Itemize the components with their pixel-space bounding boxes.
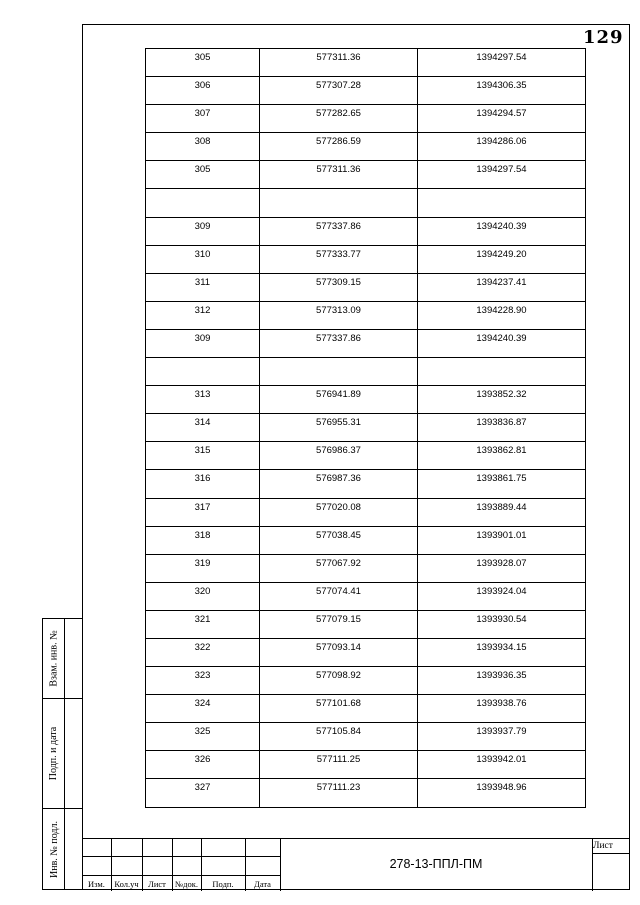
table-row [146, 554, 586, 582]
y-coordinate-cell: 1394294.57 [418, 105, 586, 133]
x-coordinate-cell: 577079.15 [260, 610, 418, 638]
side-label-inv-podl: Инв. № подл. [48, 820, 60, 878]
point-cell: 315 [146, 442, 260, 470]
point-cell: 326 [146, 751, 260, 779]
table-row [146, 77, 586, 105]
point-cell: 317 [146, 498, 260, 526]
table-row [146, 638, 586, 666]
point-cell: 306 [146, 77, 260, 105]
table-row [146, 49, 586, 77]
title-label-data: Дата [254, 879, 271, 889]
table-row [146, 610, 586, 638]
title-label-kol-uch: Кол.уч [114, 879, 139, 889]
y-coordinate-cell [418, 189, 586, 217]
y-coordinate-cell: 1393889.44 [418, 498, 586, 526]
y-coordinate-cell: 1394237.41 [418, 273, 586, 301]
y-coordinate-cell: 1393861.75 [418, 470, 586, 498]
y-coordinate-cell: 1393836.87 [418, 414, 586, 442]
table-row [146, 301, 586, 329]
side-label-vzam: Взам. инв. № [48, 630, 60, 687]
table-row [146, 189, 586, 217]
y-coordinate-cell: 1394228.90 [418, 301, 586, 329]
document-code: 278-13-ППЛ-ПМ [389, 857, 483, 871]
x-coordinate-cell: 577282.65 [260, 105, 418, 133]
point-cell: 314 [146, 414, 260, 442]
table-row [146, 105, 586, 133]
x-coordinate-cell: 577311.36 [260, 161, 418, 189]
sheet-number: 129 [583, 27, 624, 48]
table-row [146, 273, 586, 301]
x-coordinate-cell [260, 358, 418, 386]
side-label-podp-data: Подп. и дата [48, 726, 60, 781]
table-row [146, 245, 586, 273]
y-coordinate-cell: 1393936.35 [418, 667, 586, 695]
y-coordinate-cell: 1393934.15 [418, 638, 586, 666]
y-coordinate-cell: 1393924.04 [418, 582, 586, 610]
point-cell: 307 [146, 105, 260, 133]
table-row [146, 526, 586, 554]
table-row [146, 667, 586, 695]
table-row [146, 386, 586, 414]
x-coordinate-cell: 576955.31 [260, 414, 418, 442]
y-coordinate-cell: 1393948.96 [418, 779, 586, 807]
x-coordinate-cell: 577333.77 [260, 245, 418, 273]
x-coordinate-cell: 577337.86 [260, 329, 418, 357]
y-coordinate-cell: 1394249.20 [418, 245, 586, 273]
title-block [82, 838, 630, 890]
y-coordinate-cell: 1394240.39 [418, 217, 586, 245]
x-coordinate-cell: 577111.23 [260, 779, 418, 807]
coordinates-table [145, 48, 586, 808]
point-cell: 310 [146, 245, 260, 273]
table-row [146, 442, 586, 470]
y-coordinate-cell: 1394297.54 [418, 49, 586, 77]
x-coordinate-cell: 576987.36 [260, 470, 418, 498]
point-cell: 312 [146, 301, 260, 329]
point-cell: 320 [146, 582, 260, 610]
x-coordinate-cell: 577038.45 [260, 526, 418, 554]
point-cell: 322 [146, 638, 260, 666]
table-row [146, 133, 586, 161]
sheet-label: Лист [593, 841, 613, 851]
x-coordinate-cell: 577067.92 [260, 554, 418, 582]
point-cell [146, 189, 260, 217]
x-coordinate-cell: 577101.68 [260, 695, 418, 723]
point-cell: 308 [146, 133, 260, 161]
title-label-podp: Подп. [212, 879, 234, 889]
y-coordinate-cell: 1393862.81 [418, 442, 586, 470]
point-cell: 324 [146, 695, 260, 723]
table-row [146, 695, 586, 723]
x-coordinate-cell: 577337.86 [260, 217, 418, 245]
point-cell [146, 358, 260, 386]
x-coordinate-cell: 577313.09 [260, 301, 418, 329]
table-row [146, 161, 586, 189]
x-coordinate-cell: 577111.25 [260, 751, 418, 779]
table-row [146, 582, 586, 610]
table-row [146, 358, 586, 386]
point-cell: 327 [146, 779, 260, 807]
x-coordinate-cell: 576941.89 [260, 386, 418, 414]
point-cell: 318 [146, 526, 260, 554]
table-row [146, 414, 586, 442]
x-coordinate-cell: 576986.37 [260, 442, 418, 470]
table-row [146, 723, 586, 751]
table-row [146, 498, 586, 526]
x-coordinate-cell: 577074.41 [260, 582, 418, 610]
point-cell: 309 [146, 217, 260, 245]
x-coordinate-cell: 577020.08 [260, 498, 418, 526]
title-label-list: Лист [148, 879, 166, 889]
x-coordinate-cell: 577093.14 [260, 638, 418, 666]
title-label-ndok: №док. [175, 879, 198, 889]
point-cell: 311 [146, 273, 260, 301]
side-stamp-strip [42, 618, 82, 890]
y-coordinate-cell: 1394286.06 [418, 133, 586, 161]
y-coordinate-cell: 1394297.54 [418, 161, 586, 189]
x-coordinate-cell: 577307.28 [260, 77, 418, 105]
y-coordinate-cell: 1393930.54 [418, 610, 586, 638]
table-row [146, 779, 586, 807]
y-coordinate-cell: 1394240.39 [418, 329, 586, 357]
y-coordinate-cell: 1393937.79 [418, 723, 586, 751]
y-coordinate-cell: 1393928.07 [418, 554, 586, 582]
point-cell: 305 [146, 161, 260, 189]
y-coordinate-cell [418, 358, 586, 386]
x-coordinate-cell: 577311.36 [260, 49, 418, 77]
y-coordinate-cell: 1393852.32 [418, 386, 586, 414]
x-coordinate-cell [260, 189, 418, 217]
point-cell: 313 [146, 386, 260, 414]
point-cell: 309 [146, 329, 260, 357]
x-coordinate-cell: 577098.92 [260, 667, 418, 695]
table-row [146, 751, 586, 779]
x-coordinate-cell: 577286.59 [260, 133, 418, 161]
title-label-izm: Изм. [88, 879, 105, 889]
point-cell: 325 [146, 723, 260, 751]
point-cell: 316 [146, 470, 260, 498]
point-cell: 321 [146, 610, 260, 638]
y-coordinate-cell: 1394306.35 [418, 77, 586, 105]
x-coordinate-cell: 577309.15 [260, 273, 418, 301]
point-cell: 323 [146, 667, 260, 695]
y-coordinate-cell: 1393942.01 [418, 751, 586, 779]
point-cell: 319 [146, 554, 260, 582]
table-row [146, 470, 586, 498]
point-cell: 305 [146, 49, 260, 77]
x-coordinate-cell: 577105.84 [260, 723, 418, 751]
table-row [146, 329, 586, 357]
y-coordinate-cell: 1393901.01 [418, 526, 586, 554]
y-coordinate-cell: 1393938.76 [418, 695, 586, 723]
table-row [146, 217, 586, 245]
